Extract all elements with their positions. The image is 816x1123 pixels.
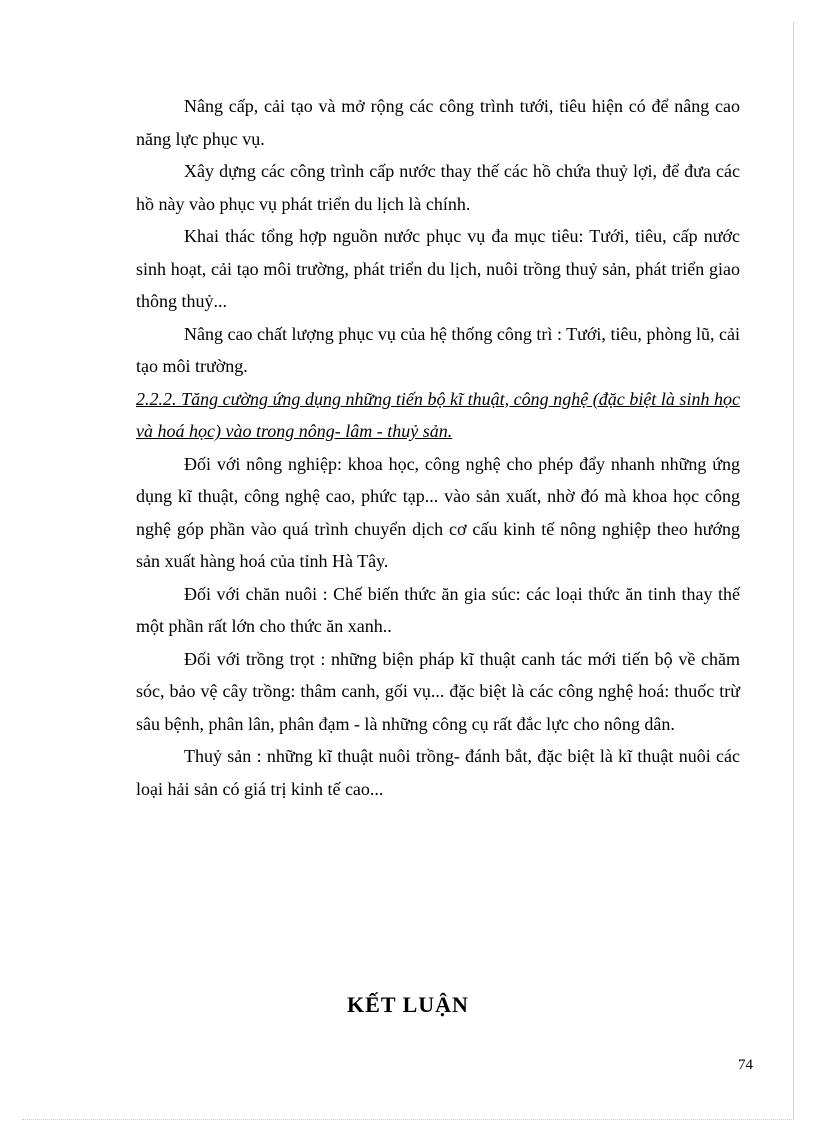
paragraph-8: Thuỷ sản : những kĩ thuật nuôi trồng- đánh bắt, đặc biệt là kĩ thuật nuôi các loại hải sản có giá trị kinh tế cao... — [136, 746, 740, 799]
paragraph-1: Nâng cấp, cải tạo và mở rộng các công trình tưới, tiêu hiện có để nâng cao năng lực phục vụ. — [136, 96, 740, 149]
conclusion-title: KẾT LUẬN — [347, 992, 469, 1017]
paragraph-6: Đối với chăn nuôi : Chế biến thức ăn gia súc: các loại thức ăn tinh thay thế một phần rất lớn cho thức ăn xanh.. — [136, 583, 740, 636]
paragraph-5: Đối với nông nghiệp: khoa học, công nghệ cho phép đẩy nhanh những ứng dụng kĩ thuật, công nghệ cao, phức tạp... vào sản xuất, nhờ đó mà khoa học công nghệ góp phần vào quá trình chuyển dịch cơ cấu kinh tế nông nghiệp theo hướng sản xuất hàng hoá của tỉnh Hà Tây. — [136, 453, 740, 571]
paragraph-7: Đối với trồng trọt : những biện pháp kĩ thuật canh tác mới tiến bộ về chăm sóc, bảo vệ cây trồng: thâm canh, gối vụ... đặc biệt là các công nghệ hoá: thuốc trừ sâu bệnh, phân lân, phân đạm - là những công cụ rất đắc lực cho nông dân. — [136, 648, 740, 734]
paragraph-3: Khai thác tổng hợp nguồn nước phục vụ đa mục tiêu: Tưới, tiêu, cấp nước sinh hoạt, cải tạo môi trường, phát triển du lịch, nuôi trồng thuỷ sản, phát triển giao thông thuỷ... — [136, 226, 740, 311]
section-heading: 2.2.2. Tăng cường ứng dụng những tiến bộ kĩ thuật, công nghệ (đặc biệt là sinh học và hoá học) vào trong nông- lâm - thuỷ sản. — [136, 388, 740, 441]
paragraph-2: Xây dựng các công trình cấp nước thay thế các hồ chứa thuỷ lợi, để đưa các hồ này vào phục vụ phát triển du lịch là chính. — [136, 161, 740, 214]
paragraph-4: Nâng cao chất lượng phục vụ của hệ thống công trì : Tưới, tiêu, phòng lũ, cải tạo môi trường. — [136, 323, 740, 376]
document-body — [136, 90, 740, 805]
page-number: 74 — [738, 1057, 753, 1073]
